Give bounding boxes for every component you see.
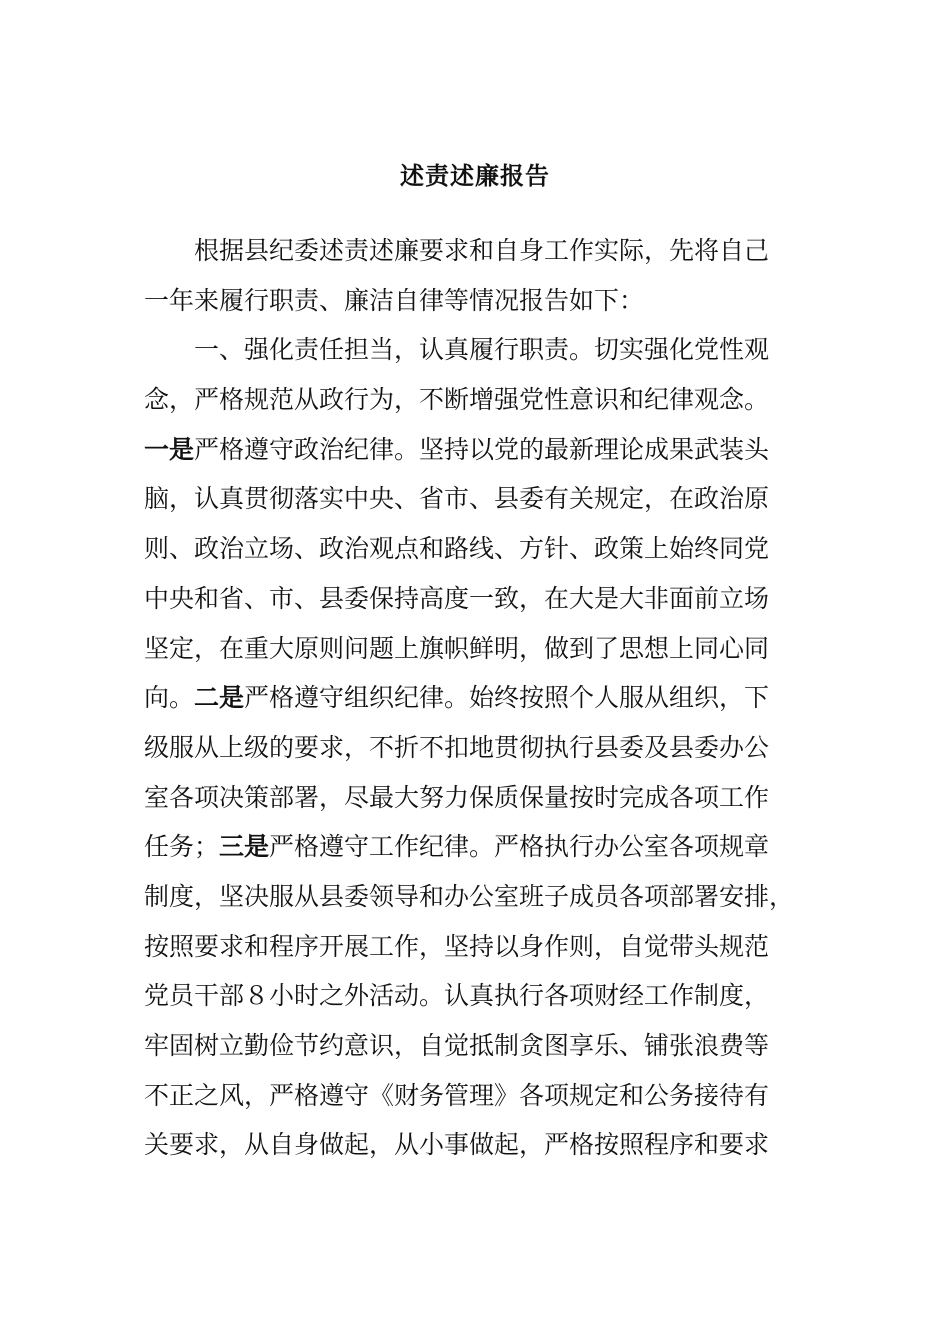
paragraph-line [144, 425, 812, 475]
bold-lead-text: 二是 [194, 683, 245, 713]
paragraph-line [144, 723, 812, 773]
document-title: 述责述廉报告 [400, 162, 550, 190]
line-text: 党员干部８小时之外活动。认真执行各项财经工作制度， [144, 981, 770, 1011]
paragraph-line [144, 822, 812, 872]
line-text: 制度，坚决服从县委领导和办公室班子成员各项部署安排， [144, 881, 795, 911]
line-text: 室各项决策部署，尽最大努力保质保量按时完成各项工作 [144, 782, 770, 812]
line-text: 严格遵守工作纪律。严格执行办公室各项规章 [269, 832, 770, 862]
line-text: 坚定，在重大原则问题上旗帜鲜明，做到了思想上同心同 [144, 633, 770, 663]
paragraph-line [144, 922, 812, 972]
paragraph-line [144, 375, 812, 425]
paragraph-line [144, 971, 812, 1021]
line-text: 牢固树立勤俭节约意识，自觉抵制贪图享乐、铺张浪费等 [144, 1031, 770, 1060]
bold-lead-text: 三是 [219, 832, 270, 862]
line-text: 一年来履行职责、廉洁自律等情况报告如下： [144, 285, 645, 315]
paragraph-line [144, 1021, 812, 1071]
bold-lead-text: 一是 [144, 434, 195, 464]
line-text: 关要求，从自身做起，从小事做起，严格按照程序和要求 [144, 1130, 770, 1160]
line-text: 念，严格规范从政行为，不断增强党性意识和纪律观念。 [144, 385, 770, 415]
line-text: 级服从上级的要求，不折不扣地贯彻执行县委及县委办公 [144, 732, 770, 762]
paragraph-line [144, 276, 812, 326]
paragraph-line [144, 574, 812, 624]
paragraph-line [144, 624, 812, 674]
line-text: 一、强化责任担当，认真履行职责。切实强化党性观 [194, 335, 770, 365]
paragraph-line [144, 474, 812, 524]
line-text: 严格遵守政治纪律。坚持以党的最新理论成果武装头 [194, 434, 770, 464]
line-text: 不正之风，严格遵守《财务管理》各项规定和公务接待有 [144, 1080, 770, 1110]
paragraph-line [144, 1071, 812, 1121]
line-text: 中央和省、市、县委保持高度一致，在大是大非面前立场 [144, 583, 770, 613]
line-text: 向。 [144, 683, 195, 713]
line-text: 任务； [144, 832, 220, 862]
paragraph-line [144, 325, 812, 375]
line-text: 脑，认真贯彻落实中央、省市、县委有关规定，在政治原 [144, 484, 770, 514]
paragraph-line [144, 673, 812, 723]
paragraph-line [144, 226, 812, 276]
paragraph-line [144, 1120, 812, 1170]
document-body [144, 226, 812, 1170]
line-text: 根据县纪委述责述廉要求和自身工作实际，先将自己 [194, 236, 770, 265]
line-text: 严格遵守组织纪律。始终按照个人服从组织，下 [244, 683, 770, 713]
line-text: 则、政治立场、政治观点和路线、方针、政策上始终同党 [144, 534, 770, 564]
line-text: 按照要求和程序开展工作，坚持以身作则，自觉带头规范 [144, 931, 770, 961]
paragraph-line [144, 872, 812, 922]
paragraph-line [144, 524, 812, 574]
paragraph-line [144, 773, 812, 823]
